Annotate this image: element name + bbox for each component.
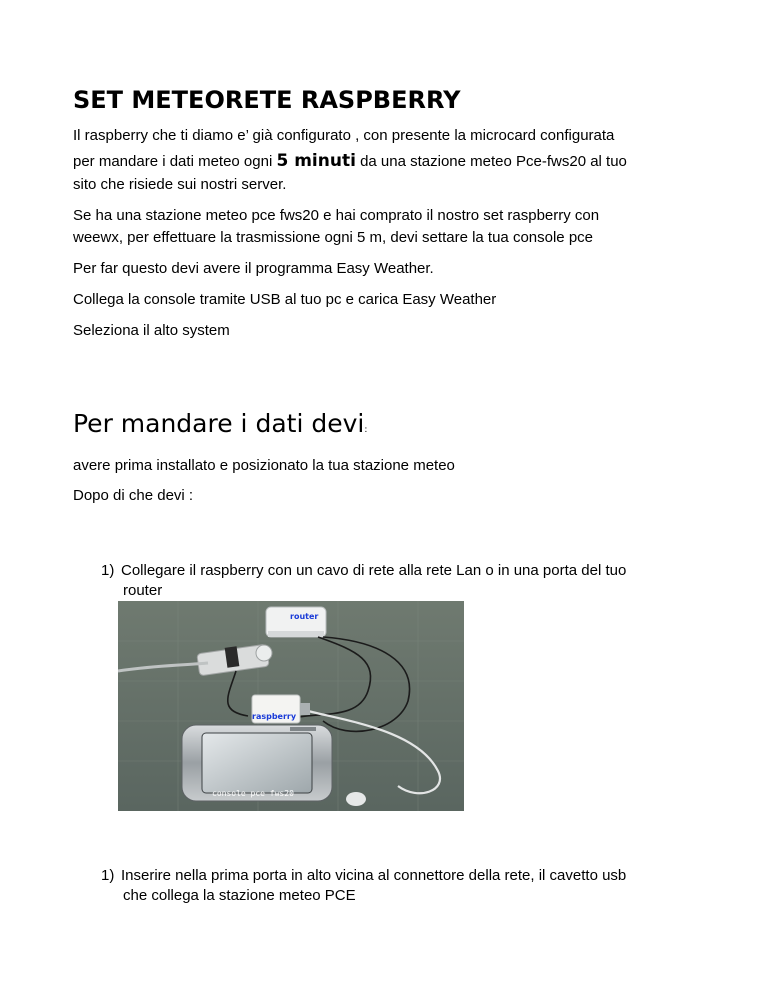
- para4: Collega la console tramite USB al tuo pc e carica Easy Weather: [73, 291, 497, 308]
- section-heading-colon: :: [364, 425, 368, 435]
- intro-line-2-pre: per mandare i dati meteo ogni: [73, 153, 277, 170]
- section2-line-2: Dopo di che devi :: [73, 487, 194, 504]
- page-title: SET METEORETE RASPBERRY: [73, 86, 461, 114]
- intro-line-3: sito che risiede sui nostri server.: [73, 176, 287, 193]
- step-1-line-2: router: [123, 582, 163, 599]
- step-1: [101, 561, 626, 601]
- para2-line-2: weewx, per effettuare la trasmissione ogni 5 m, devi settare la tua console pce: [73, 229, 593, 246]
- section-heading-text: Per mandare i dati devi: [73, 409, 365, 438]
- intro-line-2: [73, 150, 627, 173]
- raspberry-label: raspberry: [252, 712, 297, 721]
- router-label: router: [290, 612, 319, 621]
- step-1-line-1: Collegare il raspberry con un cavo di rete alla rete Lan o in una porta del tuo: [121, 562, 627, 579]
- intro-line-1: Il raspberry che ti diamo e’ già configurato , con presente la microcard configurata: [73, 127, 615, 144]
- setup-photo-illustration: [118, 601, 464, 811]
- para5: Seleziona il alto system: [73, 322, 230, 339]
- step-2-line-2: che collega la stazione meteo PCE: [123, 887, 356, 904]
- console-label: console pce fws20: [212, 789, 294, 798]
- interval-highlight: 5 minuti: [276, 151, 356, 171]
- intro-line-2-post: da una stazione meteo Pce-fws20 al tuo: [355, 153, 627, 170]
- step-2-line-1: Inserire nella prima porta in alto vicina al connettore della rete, il cavetto usb: [121, 867, 627, 884]
- step-2: [101, 866, 626, 906]
- para3: Per far questo devi avere il programma Easy Weather.: [73, 260, 434, 277]
- setup-photo: [118, 601, 464, 811]
- section2-line-1: avere prima installato e posizionato la tua stazione meteo: [73, 457, 455, 474]
- para2-line-1: Se ha una stazione meteo pce fws20 e hai comprato il nostro set raspberry con: [73, 207, 600, 224]
- step-2-number: 1): [101, 867, 115, 884]
- step-1-number: 1): [101, 562, 115, 579]
- section-heading: [73, 409, 367, 438]
